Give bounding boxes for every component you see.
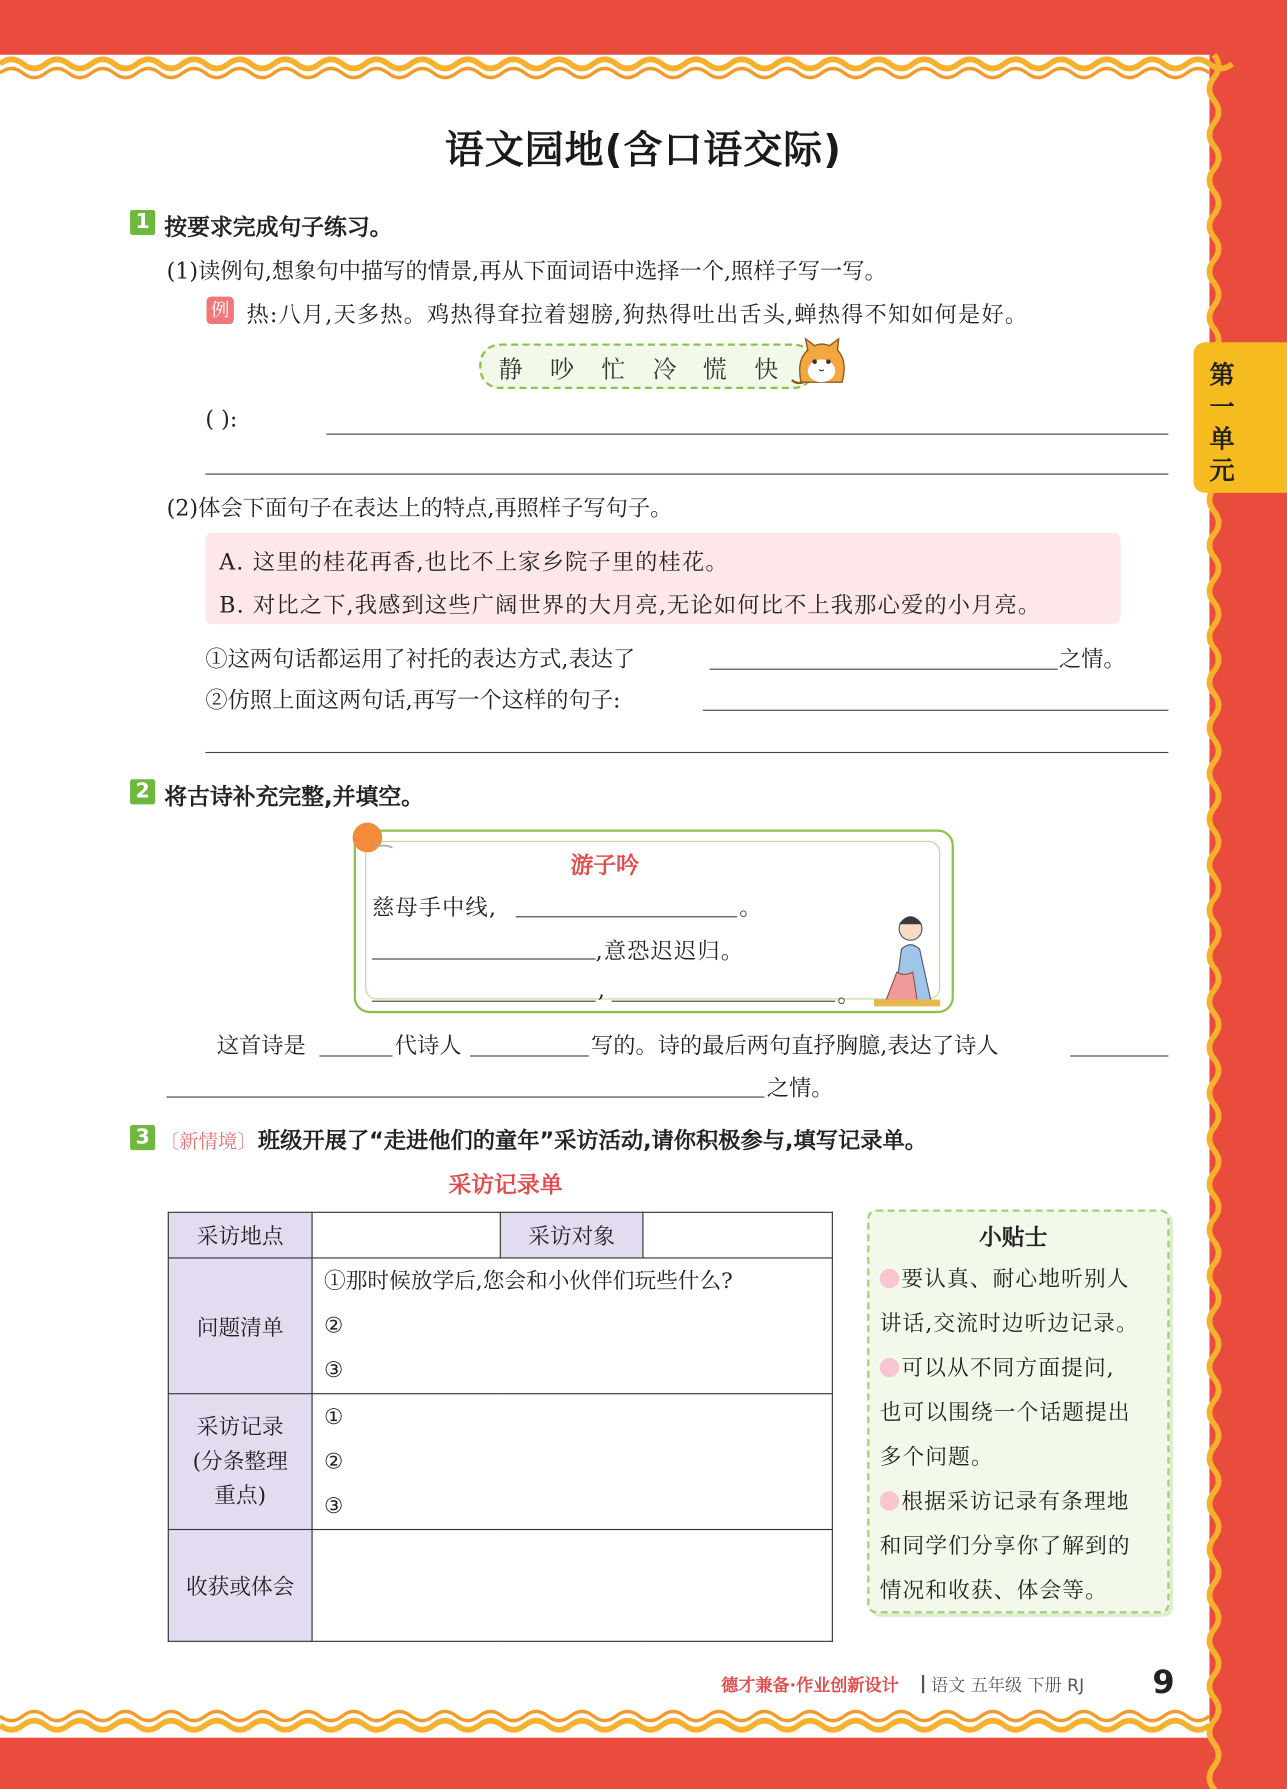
sentence-a: A. 这里的桂花再香,也比不上家乡院子里的桂花。: [219, 548, 729, 576]
question-number-3: 3: [130, 1125, 155, 1150]
table-title: 采访记录单: [448, 1170, 563, 1199]
q2-poet-blank[interactable]: [470, 1055, 589, 1056]
gains-input[interactable]: [312, 1530, 832, 1642]
word-option-3[interactable]: 忙: [601, 355, 626, 384]
q1-sub2-blank-2[interactable]: [205, 752, 1168, 753]
target-label: 采访对象: [500, 1212, 643, 1258]
poem-line-1: 慈母手中线,: [371, 894, 498, 921]
q1-answer-label: ( ):: [205, 406, 238, 433]
q1-sub1-suffix: 之情。: [1058, 645, 1126, 673]
records-label-line-3: 重点): [214, 1483, 267, 1509]
question-item-2[interactable]: ②: [324, 1312, 344, 1338]
q2-fill-a: 这首诗是: [216, 1032, 306, 1059]
q1-answer-line-1[interactable]: [326, 434, 1168, 435]
gains-label: 收获或体会: [168, 1530, 312, 1642]
q1-sub2-prompt: ②仿照上面这两句话,再写一个这样的句子:: [205, 686, 621, 714]
q2-fill-d: 之情。: [766, 1074, 834, 1102]
interview-record-table: [168, 1212, 833, 1642]
smiley-icon: [880, 1358, 899, 1377]
q1-part1-instruction: (1)读例句,想象句中描写的情景,再从下面词语中选择一个,照样子写一写。: [166, 257, 887, 285]
poem-blank-3[interactable]: [372, 1001, 596, 1002]
poem-title: 游子吟: [570, 851, 639, 879]
q1-part2-instruction: (2)体会下面句子在表达上的特点,再照样子写句子。: [166, 495, 673, 522]
records-label-line-2: (分条整理: [192, 1449, 288, 1475]
q1-answer-line-2[interactable]: [205, 474, 1168, 475]
location-input[interactable]: [312, 1212, 500, 1258]
questions-label: 问题清单: [168, 1258, 312, 1394]
tip-3-line-1: 根据采访记录有条理地: [880, 1484, 1130, 1515]
page-number: 9: [1152, 1663, 1175, 1702]
question-number-2: 2: [130, 779, 155, 804]
records-cell[interactable]: [312, 1394, 832, 1530]
q1-sub1-prefix: ①这两句话都运用了衬托的表达方式,表达了: [205, 645, 636, 673]
tips-title: 小贴士: [978, 1223, 1048, 1251]
poem-line-2: ,意恐迟迟归。: [595, 937, 745, 965]
right-wave-border: [1209, 55, 1218, 1789]
poem-blank-1[interactable]: [516, 916, 737, 917]
q1-sub2-blank-1[interactable]: [703, 710, 1169, 711]
records-label: [168, 1394, 312, 1530]
record-item-2[interactable]: ②: [324, 1448, 344, 1474]
smiley-icon: [880, 1491, 899, 1510]
footer-divider: [922, 1675, 924, 1693]
questions-cell[interactable]: [312, 1258, 832, 1394]
question-2-prompt: 将古诗补充完整,并填空。: [164, 782, 425, 811]
example-badge: 例: [207, 297, 234, 324]
mother-sewing-illustration: [869, 911, 944, 1009]
unit-tab-label: 第一单元: [1209, 361, 1235, 487]
poem-blank-4[interactable]: [612, 1001, 836, 1002]
poem-blank-2[interactable]: [372, 958, 596, 959]
word-option-2[interactable]: 吵: [549, 355, 574, 384]
cat-illustration: [790, 337, 854, 389]
question-item-1: ①那时候放学后,您会和小伙伴们玩些什么?: [324, 1268, 733, 1294]
footer-info: 语文 五年级 下册 RJ: [931, 1674, 1085, 1696]
tip-1-line-2: 讲话,交流时边听边记录。: [879, 1311, 1139, 1337]
tip-2-line-1: 可以从不同方面提问,: [880, 1351, 1115, 1382]
records-label-line-1: 采访记录: [196, 1414, 284, 1440]
smiley-icon: [880, 1269, 899, 1288]
page-title: 语文园地(含口语交际): [444, 127, 843, 174]
record-item-1[interactable]: ①: [324, 1404, 344, 1430]
tip-2-line-3: 多个问题。: [879, 1444, 994, 1470]
footer-brand: 德才兼备·作业创新设计: [721, 1674, 899, 1696]
word-option-4[interactable]: 冷: [652, 355, 677, 384]
question-3-prompt: 班级开展了“走进他们的童年”采访活动,请你积极参与,填写记录单。: [257, 1127, 928, 1154]
q2-fill-b: 代诗人: [394, 1032, 462, 1059]
poem-line-3-end: 。: [837, 981, 860, 1008]
word-option-6[interactable]: 快: [754, 355, 779, 384]
question-1-prompt: 按要求完成句子练习。: [164, 213, 393, 241]
example-sentence: 热:八月,天多热。鸡热得耷拉着翅膀,狗热得吐出舌头,蝉热得不知如何是好。: [246, 301, 1029, 328]
q2-fill-c: 写的。诗的最后两句直抒胸臆,表达了诗人: [591, 1032, 999, 1059]
tip-3-line-2: 和同学们分享你了解到的: [879, 1533, 1131, 1559]
new-context-tag: 〔新情境〕: [159, 1130, 257, 1154]
q2-dynasty-blank[interactable]: [319, 1055, 392, 1056]
q2-emotion-blank-1[interactable]: [1070, 1055, 1168, 1056]
record-item-3[interactable]: ③: [324, 1492, 344, 1519]
word-option-5[interactable]: 慌: [702, 355, 727, 384]
tip-3-line-3: 情况和收获、体会等。: [879, 1578, 1108, 1604]
sentence-b: B. 对比之下,我感到这些广阔世界的大月亮,无论如何比不上我那心爱的小月亮。: [219, 592, 1042, 619]
poem-line-3-comma: ,: [597, 976, 605, 1003]
q1-sub1-blank[interactable]: [710, 669, 1058, 670]
location-label: 采访地点: [168, 1212, 312, 1258]
target-input[interactable]: [643, 1212, 832, 1258]
sun-icon: [349, 818, 395, 857]
tip-2-line-2: 也可以围绕一个话题提出: [879, 1400, 1131, 1426]
poem-line-1-end: 。: [739, 894, 762, 921]
q2-emotion-blank-2[interactable]: [167, 1097, 765, 1098]
question-item-3[interactable]: ③: [324, 1357, 344, 1383]
question-number-1: 1: [130, 210, 155, 235]
tip-1-line-1: 要认真、耐心地听别人: [880, 1262, 1130, 1293]
word-option-1[interactable]: 静: [498, 355, 523, 384]
